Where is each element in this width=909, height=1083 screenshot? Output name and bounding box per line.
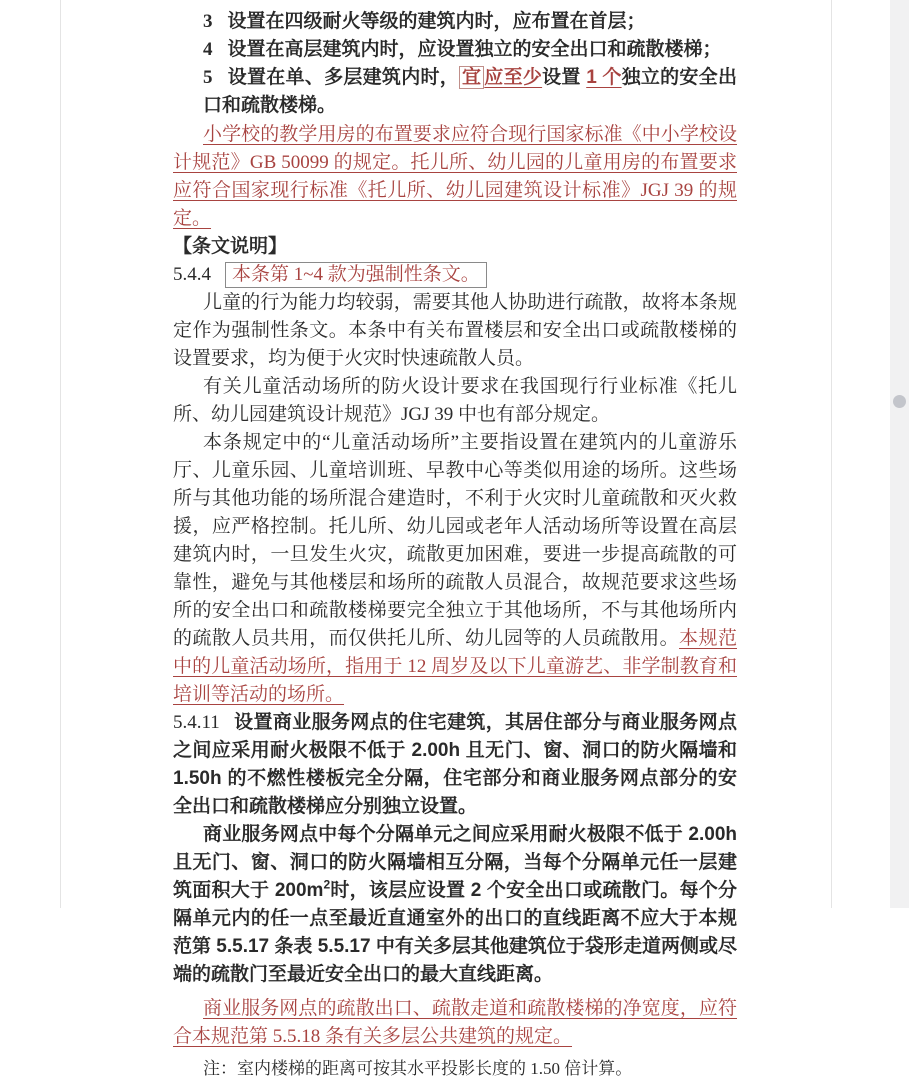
clause-text-pre: 商业服务网点中每个分隔单元之间应采用耐火极限不低于 2.00h 且无门、窗、洞口的防火隔墙相互分隔，当每个分隔单元任一层建筑面积大于 200m [173, 824, 737, 901]
clause-5-4-11-paragraph-2 [173, 821, 737, 989]
item-text-post: 独立的安全出口和疏散楼梯。 [203, 67, 737, 116]
item-number: 3 [203, 11, 213, 32]
clause-text-post: 时，该层应设置 2 个安全出口或疏散门。每个分隔单元内的任一点至最近直通室外的出口的直线距离不应大于本规范第 5.5.17 条表 5.5.17 中有关多层其他建筑位于袋形走道两侧或尽端的疏散门至最近安全出口的最大直线距离。 [173, 880, 737, 985]
scroll-indicator-dot[interactable] [893, 395, 906, 408]
commentary-paragraph-2: 有关儿童活动场所的防火设计要求在我国现行行业标准《托儿所、幼儿园建筑设计规范》JGJ 39 中也有部分规定。 [173, 376, 737, 425]
commentary-text: 本条规定中的“儿童活动场所”主要指设置在建筑内的儿童游乐厅、儿童乐园、儿童培训班、早教中心等类似用途的场所。这些场所与其他功能的场所混合建造时，不利于火灾时儿童疏散和灭火救援，应严格控制。托儿所、幼儿园或老年人活动场所等设置在高层建筑内时，一旦发生火灾，疏散更加困难，要进一步提高疏散的可靠性，避免与其他楼层和场所的疏散人员混合，故规范要求这些场所的安全出口和疏散楼梯要完全独立于其他场所，不与其他场所内的疏散人员共用，而仅供托儿所、幼儿园等的人员疏散用。 [173, 432, 737, 649]
item-text-mid: 设置 [542, 67, 587, 88]
deleted-text: 宜 [459, 66, 484, 89]
scrollbar-track[interactable] [890, 0, 909, 908]
revision-insert-count: 1 个 [586, 67, 622, 88]
page-left-edge [60, 0, 61, 908]
document-content [173, 8, 737, 1083]
clause-number: 5.4.11 [173, 712, 220, 733]
item-number: 5 [203, 67, 213, 88]
commentary-paragraph-1: 儿童的行为能力均较弱，需要其他人协助进行疏散，故将本条规定作为强制性条文。本条中有关布置楼层和安全出口或疏散楼梯的设置要求，均为便于火灾时快速疏散人员。 [173, 292, 737, 369]
mandatory-clause-note: 本条第 1~4 款为强制性条文。 [225, 262, 487, 288]
revision-insert: 应至少 [484, 67, 543, 88]
revision-definition: 本规范中的儿童活动场所，指用于 12 周岁及以下儿童游艺、非学制教育和培训等活动的场所。 [173, 628, 737, 705]
clause-item-5 [173, 64, 737, 120]
superscript-2: 2 [323, 877, 331, 892]
clause-number: 5.4.4 [173, 264, 211, 285]
item-number: 4 [203, 39, 213, 60]
revision-paragraph-width: 商业服务网点的疏散出口、疏散走道和疏散楼梯的净宽度，应符合本规范第 5.5.18 条有关多层公共建筑的规定。 [173, 998, 737, 1047]
item-text: 设置在高层建筑内时，应设置独立的安全出口和疏散楼梯； [227, 39, 722, 60]
revision-paragraph-schools: 小学校的教学用房的布置要求应符合现行国家标准《中小学校设计规范》GB 50099 的规定。托儿所、幼儿园的儿童用房的布置要求应符合国家现行标准《托儿所、幼儿园建筑设计标准》JGJ 39 的规定。 [173, 124, 737, 229]
commentary-paragraph-3 [173, 429, 737, 709]
item-text-pre: 设置在单、多层建筑内时， [227, 67, 460, 88]
footnote: 注：室内楼梯的距离可按其水平投影长度的 1.50 倍计算。 [203, 1059, 633, 1078]
clause-text: 设置商业服务网点的住宅建筑，其居住部分与商业服务网点之间应采用耐火极限不低于 2.00h 且无门、窗、洞口的防火隔墙和 1.50h 的不燃性楼板完全分隔，住宅部分和商业服务网点部分的安全出口和疏散楼梯应分别独立设置。 [173, 712, 737, 817]
commentary-section-label: 【条文说明】 [173, 236, 288, 257]
item-text: 设置在四级耐火等级的建筑内时，应布置在首层； [227, 11, 646, 32]
clause-item-3 [173, 8, 737, 36]
page-right-edge [831, 0, 832, 908]
clause-5-4-4-line [173, 261, 737, 289]
clause-item-4 [173, 36, 737, 64]
clause-5-4-11-paragraph [173, 709, 737, 821]
